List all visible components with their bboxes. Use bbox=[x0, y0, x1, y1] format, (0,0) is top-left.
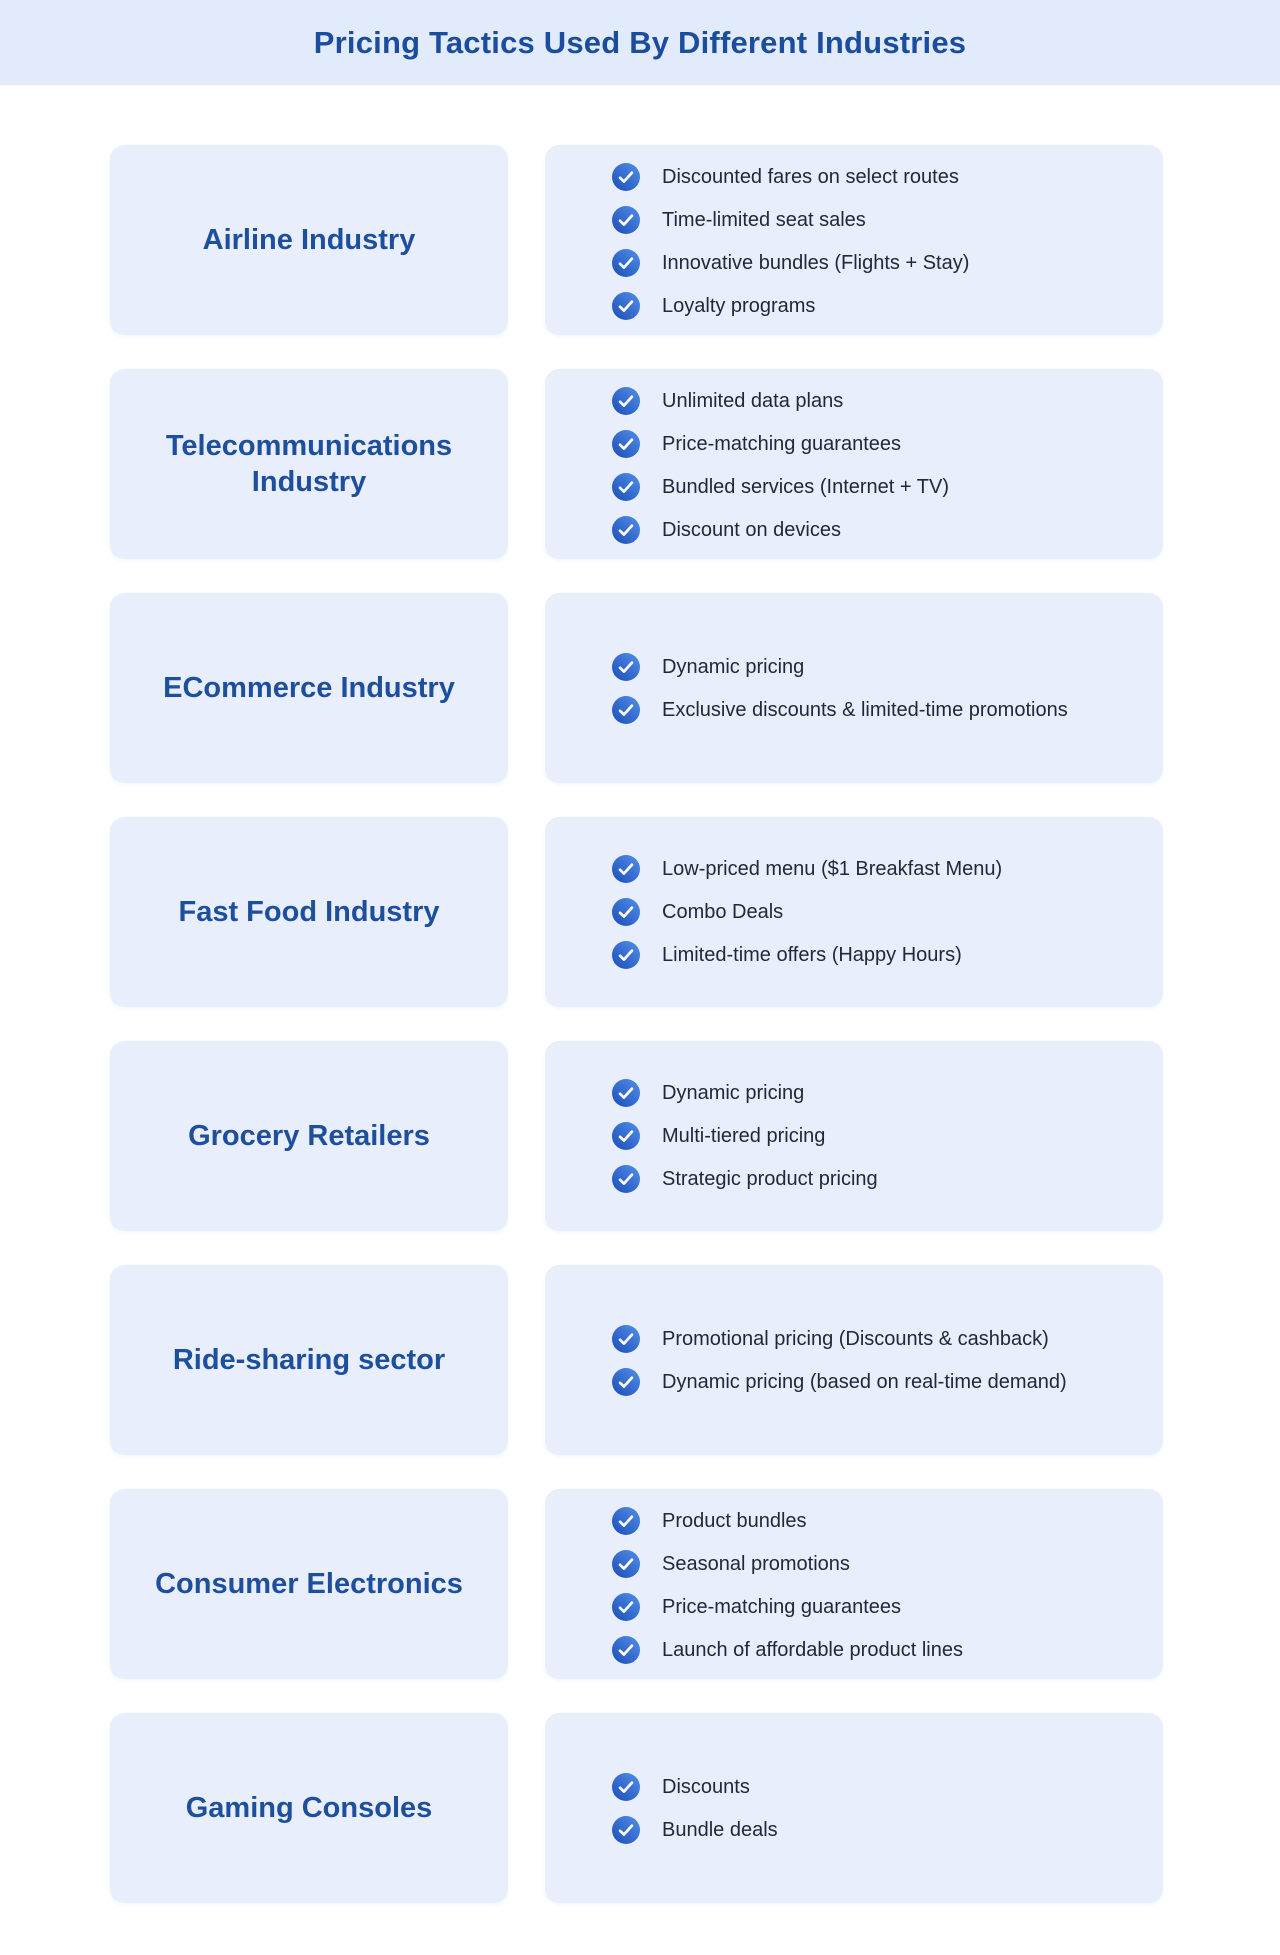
check-circle-icon bbox=[612, 941, 640, 969]
tactic-item bbox=[612, 1079, 1139, 1107]
tactic-label: Exclusive discounts & limited-time promotions bbox=[662, 698, 1068, 721]
tactics-list bbox=[612, 653, 1139, 724]
industry-name: Telecommunications Industry bbox=[165, 429, 453, 498]
industry-name-card bbox=[110, 145, 508, 335]
tactic-item bbox=[612, 387, 1139, 415]
tactic-label: Low-priced menu ($1 Breakfast Menu) bbox=[662, 858, 1003, 880]
tactic-item bbox=[612, 1368, 1139, 1396]
check-circle-icon bbox=[612, 696, 640, 724]
tactic-label: Limited-time offers (Happy Hours) bbox=[662, 944, 962, 966]
tactic-label: Discount on devices bbox=[662, 519, 841, 541]
tactic-item bbox=[612, 206, 1139, 234]
tactic-item bbox=[612, 1816, 1139, 1844]
tactic-label: Combo Deals bbox=[662, 901, 784, 923]
check-circle-icon bbox=[612, 163, 640, 191]
industry-tactics-card bbox=[545, 1041, 1163, 1231]
tactic-item bbox=[612, 1773, 1139, 1801]
industry-name: Grocery Retailers bbox=[188, 1119, 430, 1152]
check-circle-icon bbox=[612, 1550, 640, 1578]
tactic-item bbox=[612, 653, 1139, 681]
industry-tactics-card bbox=[545, 369, 1163, 559]
tactic-label: Product bundles bbox=[662, 1510, 807, 1532]
tactic-item bbox=[612, 249, 1139, 277]
check-circle-icon bbox=[612, 516, 640, 544]
industry-name: Consumer Electronics bbox=[155, 1567, 463, 1600]
check-circle-icon bbox=[612, 1368, 640, 1396]
industry-name: ECommerce Industry bbox=[163, 671, 455, 704]
industry-name-card bbox=[110, 1265, 508, 1455]
check-circle-icon bbox=[612, 1816, 640, 1844]
title-bar bbox=[0, 0, 1280, 85]
check-circle-icon bbox=[612, 1593, 640, 1621]
tactics-list bbox=[612, 1773, 1139, 1844]
industry-name: Ride-sharing sector bbox=[172, 1343, 446, 1376]
check-circle-icon bbox=[612, 292, 640, 320]
tactic-item bbox=[612, 516, 1139, 544]
tactics-list bbox=[612, 855, 1139, 969]
tactics-list bbox=[612, 1079, 1139, 1193]
tactic-label: Dynamic pricing bbox=[662, 655, 805, 678]
tactics-list bbox=[612, 163, 1139, 320]
industry-tactics-card bbox=[545, 817, 1163, 1007]
industry-tactics-card bbox=[545, 1489, 1163, 1679]
industry-row bbox=[110, 1713, 1280, 1903]
tactic-item bbox=[612, 1636, 1139, 1664]
check-circle-icon bbox=[612, 1636, 640, 1664]
tactic-label: Promotional pricing (Discounts & cashback) bbox=[662, 1327, 1049, 1350]
tactics-list bbox=[612, 387, 1139, 544]
tactic-item bbox=[612, 430, 1139, 458]
check-circle-icon bbox=[612, 1325, 640, 1353]
industry-row bbox=[110, 145, 1280, 335]
tactic-item bbox=[612, 292, 1139, 320]
industry-row bbox=[110, 1265, 1280, 1455]
industry-name-card bbox=[110, 1489, 508, 1679]
check-circle-icon bbox=[612, 653, 640, 681]
tactic-label: Discounts bbox=[662, 1775, 750, 1798]
industry-rows bbox=[0, 85, 1280, 1955]
tactic-label: Bundled services (Internet + TV) bbox=[662, 476, 949, 498]
check-circle-icon bbox=[612, 206, 640, 234]
tactic-label: Loyalty programs bbox=[662, 295, 816, 317]
tactic-label: Strategic product pricing bbox=[662, 1168, 878, 1190]
tactic-label: Dynamic pricing (based on real-time demand) bbox=[662, 1370, 1067, 1393]
industry-tactics-card bbox=[545, 593, 1163, 783]
tactic-label: Launch of affordable product lines bbox=[662, 1639, 963, 1661]
tactic-label: Unlimited data plans bbox=[662, 390, 844, 412]
industry-name-card bbox=[110, 817, 508, 1007]
check-circle-icon bbox=[612, 1773, 640, 1801]
check-circle-icon bbox=[612, 1507, 640, 1535]
check-circle-icon bbox=[612, 898, 640, 926]
check-circle-icon bbox=[612, 387, 640, 415]
check-circle-icon bbox=[612, 430, 640, 458]
tactic-item bbox=[612, 696, 1139, 724]
tactic-item bbox=[612, 1593, 1139, 1621]
tactics-list bbox=[612, 1325, 1139, 1396]
tactic-item bbox=[612, 1165, 1139, 1193]
industry-row bbox=[110, 817, 1280, 1007]
tactic-label: Bundle deals bbox=[662, 1818, 778, 1841]
industry-name-card bbox=[110, 369, 508, 559]
tactic-item bbox=[612, 473, 1139, 501]
industry-name-card bbox=[110, 1041, 508, 1231]
tactic-item bbox=[612, 1507, 1139, 1535]
tactic-label: Price-matching guarantees bbox=[662, 433, 902, 455]
industry-name-card bbox=[110, 1713, 508, 1903]
tactic-item bbox=[612, 1325, 1139, 1353]
industry-name: Gaming Consoles bbox=[185, 1791, 433, 1824]
tactic-label: Multi-tiered pricing bbox=[662, 1125, 826, 1147]
check-circle-icon bbox=[612, 1079, 640, 1107]
industry-name: Airline Industry bbox=[202, 223, 416, 256]
check-circle-icon bbox=[612, 473, 640, 501]
industry-name: Fast Food Industry bbox=[178, 895, 440, 928]
industry-tactics-card bbox=[545, 1265, 1163, 1455]
tactics-list bbox=[612, 1507, 1139, 1664]
tactic-item bbox=[612, 1550, 1139, 1578]
industry-row bbox=[110, 593, 1280, 783]
tactic-item bbox=[612, 855, 1139, 883]
tactic-label: Seasonal promotions bbox=[662, 1553, 850, 1575]
industry-row bbox=[110, 1489, 1280, 1679]
tactic-label: Price-matching guarantees bbox=[662, 1596, 902, 1618]
industry-row bbox=[110, 369, 1280, 559]
check-circle-icon bbox=[612, 1122, 640, 1150]
industry-name-card bbox=[110, 593, 508, 783]
tactic-item bbox=[612, 163, 1139, 191]
tactic-label: Time-limited seat sales bbox=[662, 209, 866, 231]
tactic-item bbox=[612, 941, 1139, 969]
tactic-item bbox=[612, 898, 1139, 926]
tactic-label: Innovative bundles (Flights + Stay) bbox=[662, 252, 970, 274]
tactic-item bbox=[612, 1122, 1139, 1150]
check-circle-icon bbox=[612, 249, 640, 277]
industry-tactics-card bbox=[545, 145, 1163, 335]
check-circle-icon bbox=[612, 855, 640, 883]
tactic-label: Dynamic pricing bbox=[662, 1082, 805, 1104]
industry-tactics-card bbox=[545, 1713, 1163, 1903]
industry-row bbox=[110, 1041, 1280, 1231]
tactic-label: Discounted fares on select routes bbox=[662, 166, 959, 188]
page-title: Pricing Tactics Used By Different Industries bbox=[313, 24, 967, 60]
check-circle-icon bbox=[612, 1165, 640, 1193]
